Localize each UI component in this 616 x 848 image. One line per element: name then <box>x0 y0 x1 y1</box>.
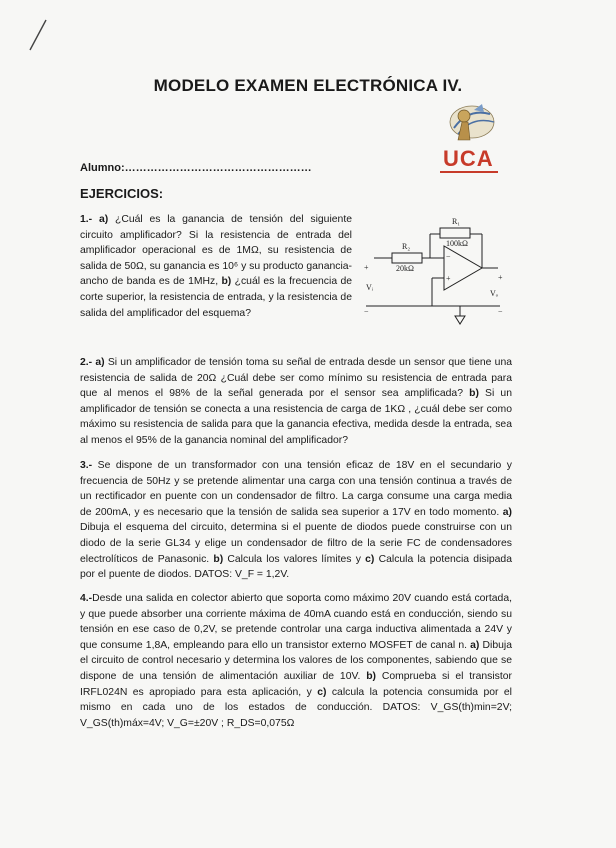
part-tag: b) <box>469 388 479 400</box>
logo-letters: UCA <box>443 146 494 171</box>
part-tag: a) <box>95 357 105 368</box>
part-text: calcula la potencia consumida por el mismo en cada uno de los estados de conducción. DATOS: V_GS(th)min=2V; V_GS(th)máx=4V; V_G=±20V ; R_DS=0,075Ω <box>80 686 512 729</box>
exercise-4 <box>80 591 512 731</box>
exercise-2 <box>80 355 512 449</box>
exercise-number: 3.- <box>80 460 93 471</box>
exercise-number: 1.- <box>80 214 93 225</box>
r2-value: 20kΩ <box>396 264 414 273</box>
part-tag: c) <box>317 686 327 698</box>
part-text: Comprueba si el transistor IRFL024N es apropiado para esta aplicación, y <box>80 670 512 698</box>
r2-label: R₂ <box>402 242 411 251</box>
part-text: Dibuja el circuito de control necesario y determina los valores de los componentes, sabiendo que se dispone de una tensión de alimentación auxiliar de 10V. <box>80 639 512 682</box>
part-text: Calcula los valores límites y <box>223 553 366 565</box>
exercise-3 <box>80 458 512 583</box>
opamp-noninverting-sign: + <box>446 274 451 283</box>
university-crest-icon <box>438 100 500 146</box>
vo-plus-sign: + <box>498 273 503 282</box>
vi-plus-sign: + <box>364 263 369 272</box>
r1-value: 100kΩ <box>446 239 468 248</box>
part-text: Dibuja el esquema del circuito, determina si el puente de diodos puede construirse con un diodo de la serie GL34 y elige un condensador de filtro de la serie FC de condensadores electrolíticos de Panasonic. <box>80 522 512 565</box>
part-tag: a) <box>470 639 480 651</box>
exam-title: MODELO EXAMEN ELECTRÓNICA IV. <box>153 76 463 95</box>
part-text: Si un amplificador de tensión toma su señal de entrada desde un sensor que tiene una resistencia de salida de 20Ω ¿Cuál debe ser como mínimo su resistencia de entrada para que al menos el 98% de la señal generada por el sensor sea amplificada? <box>80 357 513 400</box>
part-tag: b) <box>213 553 224 565</box>
pen-slash-mark <box>26 18 50 54</box>
exercise-number: 4.- <box>80 593 93 604</box>
part-text: Desde una salida en colector abierto que soporta como máximo 20V cuando está cortada, y que puede absorber una corriente máxima de 40mA cuando está en conducción, siendo su tensión en ese caso de 0,2V, se pretende controlar una carga inductiva alimentada a 24V y que consume 1,8A, empleando para ello un transistor externo MOSFET de canal n. <box>80 593 512 651</box>
part-text: ¿cuál es la frecuencia de corte superior, la resistencia de entrada, y la resistencia de salida del amplificador del esquema? <box>80 276 353 319</box>
vo-label: Vₒ <box>490 289 499 298</box>
part-text: Calcula la potencia disipada por el puente de diodos. DATOS: V_F = 1,2V. <box>80 553 512 581</box>
part-tag: c) <box>365 553 375 565</box>
part-tag: a) <box>502 506 512 518</box>
amplifier-circuit-diagram <box>360 212 508 336</box>
student-name-line: Alumno:…………………………………………… <box>80 162 312 174</box>
vo-minus-sign: − <box>498 307 503 316</box>
vi-minus-sign: − <box>364 307 369 316</box>
r1-label: R₁ <box>452 217 461 226</box>
exercises-heading: EJERCICIOS: <box>80 186 164 201</box>
part-text: ¿Cuál es la ganancia de tensión del siguiente circuito amplificador? Si la resistencia de entrada del amplificador operacional es de 1MΩ, su resistencia de salida de 50Ω, su ganancia es 10⁶ y su producto ganancia-ancho de banda es de 1MHz, <box>80 214 352 288</box>
exercise-1 <box>80 212 352 321</box>
logo-underline <box>440 171 498 173</box>
opamp-inverting-sign: − <box>446 252 451 261</box>
part-text: Se dispone de un transformador con una tensión eficaz de 18V en el secundario y frecuencia de 50Hz y se pretende alimentar una carga con una tensión continua a través de un rectificador en puente con un condensador de filtro. La carga consume una carga media de 200mA, y es necesario que la tensión de salida sea superior a 17V en todo momento. <box>80 460 512 518</box>
exercise-number: 2.- <box>80 357 93 368</box>
vi-label: Vᵢ <box>366 283 374 292</box>
part-tag: b) <box>366 670 376 682</box>
university-logo-text <box>443 146 494 172</box>
part-text: Si un amplificador de tensión se conecta a una resistencia de carga de 1KΩ , ¿cuál debe ser como máximo su resistencia de salida para que la ganancia efectiva, medida desde la entrada, sea al menos el 95% de la ganancia nominal del amplificador? <box>80 388 512 446</box>
part-tag: b) <box>221 276 232 288</box>
part-tag: a) <box>98 214 109 225</box>
